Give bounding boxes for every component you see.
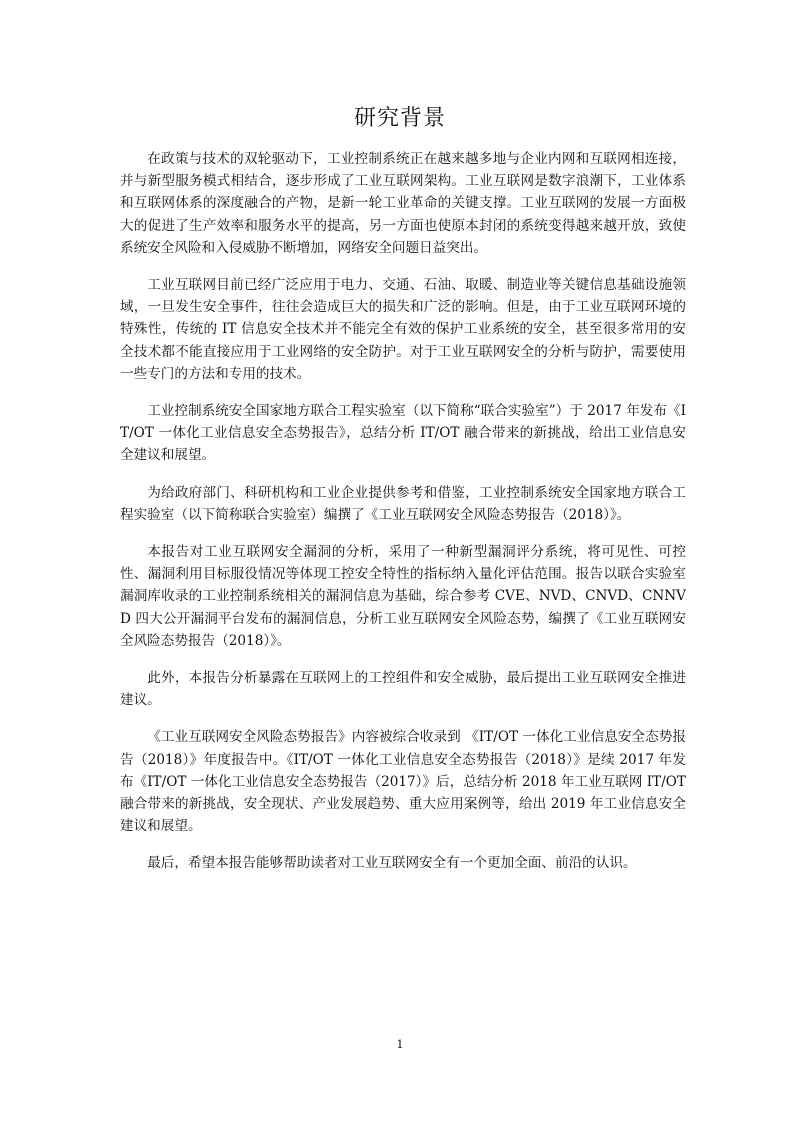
paragraph-exposed-components: 此外，本报告分析暴露在互联网上的工控组件和安全威胁，最后提出工业互联网安全推进建议。 (120, 670, 686, 709)
paragraph-annual-report: 《工业互联网安全风险态势报告》内容被综合收录到 《IT/OT 一体化工业信息安全态势报告（2018）》年度报告中。《IT/OT 一体化工业信息安全态势报告（2018）》是续 2017 年发布《IT/OT 一体化工业信息安全态势报告（2017）》后，总结分析 2018 年工业互联网 IT/OT 融合带来的新挑战，安全现状、产业发展趋势、重大应用案例等，给出 2019 年工业信息安全建议和展望。 (120, 729, 686, 835)
paragraph-industrial-applications: 工业互联网目前已经广泛应用于电力、交通、石油、取暖、制造业等关键信息基础设施领域，一旦发生安全事件，往往会造成巨大的损失和广泛的影响。但是，由于工业互联网环境的特殊性，传统的 IT 信息安全技术并不能完全有效的保护工业系统的安全，甚至很多常用的安全技术都不能直接应用于工业网络的安全防护。对于工业互联网安全的分析与防护，需要使用一些专门的方法和专用的技术。 (120, 277, 686, 382)
paragraph-2017-report: 工业控制系统安全国家地方联合工程实验室（以下简称“联合实验室”）于 2017 年发布《IT/OT 一体化工业信息安全态势报告》，总结分析 IT/OT 融合带来的新挑战，给出工业信息安全建议和展望。 (120, 403, 686, 464)
document-body (120, 148, 686, 890)
page-title: 研究背景 (353, 106, 446, 131)
paragraph-report-purpose: 为给政府部门、科研机构和工业企业提供参考和借鉴，工业控制系统安全国家地方联合工程实验室（以下简称联合实验室）编撰了《工业互联网安全风险态势报告（2018）》。 (120, 484, 686, 523)
paragraph-closing: 最后，希望本报告能够帮助读者对工业互联网安全有一个更加全面、前沿的认识。 (147, 855, 637, 872)
paragraph-policy-drivers: 在政策与技术的双轮驱动下，工业控制系统正在越来越多地与企业内网和互联网相连接，并与新型服务模式相结合，逐步形成了工业互联网架构。工业互联网是数字浪潮下，工业体系和互联网体系的深度融合的产物，是新一轮工业革命的关键支撑。工业互联网的发展一方面极大的促进了生产效率和服务水平的提高，另一方面也使原本封闭的系统变得越来越开放，致使系统安全风险和入侵威胁不断增加，网络安全问题日益突出。 (120, 151, 686, 256)
paragraph-vulnerability-analysis: 本报告对工业互联网安全漏洞的分析，采用了一种新型漏洞评分系统，将可见性、可控性、漏洞利用目标服役情况等体现工控安全特性的指标纳入量化评估范围。报告以联合实验室漏洞库收录的工业控制系统相关的漏洞信息为基础，综合参考 CVE、NVD、CNVD、CNNVD 四大公开漏洞平台发布的漏洞信息，分析工业互联网安全风险态势，编撰了《工业互联网安全风险态势报告（2018）》。 (120, 544, 686, 649)
page-number: 1 (396, 1038, 404, 1051)
